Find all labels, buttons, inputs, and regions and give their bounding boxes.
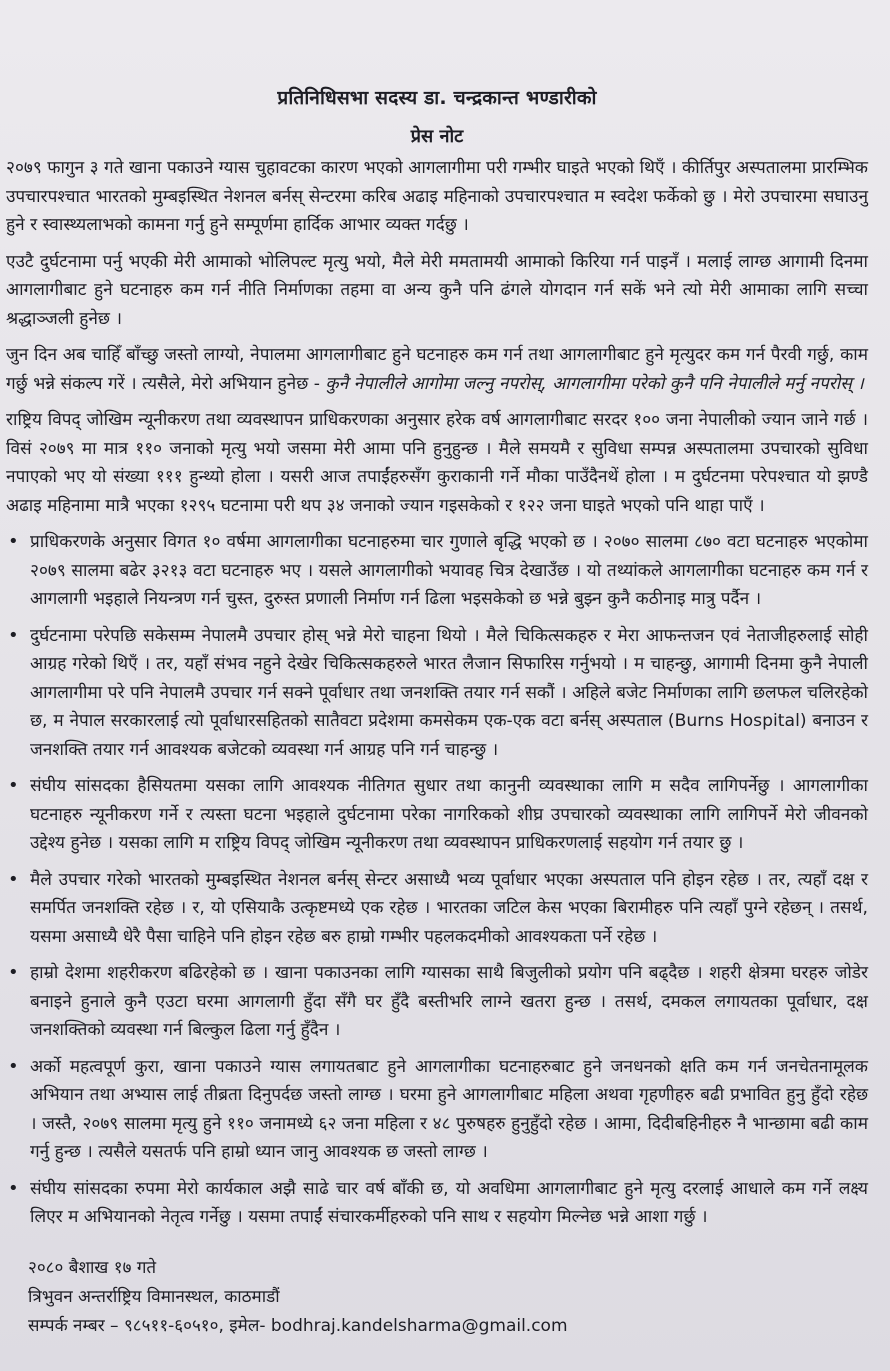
bullet-item xyxy=(6,1175,868,1232)
bullet-icon: • xyxy=(8,1055,19,1077)
bullet-text: संघीय सांसदका रुपमा मेरो कार्यकाल अझै साढे चार वर्ष बाँकी छ, यो अवधिमा आगलागीबाट हुने मृत्यु दरलाई आधाले कम गर्ने लक्ष्य लिएर म अभियानको नेतृत्व गर्नेछु । यसमा तपाईं संचारकर्मीहरुको पनि साथ र सहयोग मिल्नेछ भन्ने आशा गर्छु । xyxy=(30,1178,868,1227)
bullet-text: दुर्घटनामा परेपछि सकेसम्म नेपालमै उपचार होस् भन्ने मेरो चाहना थियो । मैले चिकित्सकहरु र मेरा आफन्तजन एवं नेताजीहरुलाई सोही आग्रह गरेको थिएँ । तर, यहाँ संभव नहुने देखेर चिकित्सकहरुले भारत लैजान सिफारिस गर्नुभयो । म चाहन्छु, आगामी दिनमा कुनै नेपाली आगलागीमा परे पनि नेपालमै उपचार गर्न सक्ने पूर्वाधार तथा जनशक्ति तयार गर्न सकौं । अहिले बजेट निर्माणका लागि छलफल चलिरहेको छ, म नेपाल सरकारलाई त्यो पूर्वाधारसहितको सातैवटा प्रदेशमा कमसेकम एक-एक वटा बर्नस् अस्पताल (Burns Hospital) बनाउन र जनशक्ति तयार गर्न आवश्यक बजेटको व्यवस्था गर्न आग्रह पनि गर्न चाहन्छु । xyxy=(30,625,868,760)
bullet-item xyxy=(6,866,868,952)
document-subtitle: प्रेस नोट xyxy=(410,126,464,147)
bullet-icon: • xyxy=(8,775,19,796)
bullet-item xyxy=(6,622,868,765)
bullet-item xyxy=(6,772,868,858)
bullet-item xyxy=(6,528,868,614)
bullet-text: अर्को महत्वपूर्ण कुरा, खाना पकाउने ग्यास लगायतबाट हुने आगलागीका घटनाहरुबाट हुने जनधनको क्षति कम गर्न जनचेतनामूलक अभियान तथा अभ्यास लाई तीब्रता दिनुपर्दछ जस्तो लाग्छ । घरमा हुने आगलागीबाट महिला अथवा गृहणीहरु बढी प्रभावित हुनु हुँदो रहेछ । जस्तै, २०७९ सालमा मृत्यु हुने ११० जनामध्ये ६२ जना महिला र ४८ पुरुषहरु हुनुहुँदो रहेछ । आमा, दिदीबहिनीहरु नै भान्छामा बढी काम गर्नु हुन्छ । त्यसैले यसतर्फ पनि हाम्रो ध्यान जानु आवश्यक छ जस्तो लाग्छ । xyxy=(30,1056,868,1162)
paragraph-4: राष्ट्रिय विपद् जोखिम न्यूनीकरण तथा व्यवस्थापन प्राधिकरणका अनुसार हरेक वर्ष आगलागीबाट सरदर १०० जना नेपालीको ज्यान जाने गर्छ । विसं २०७९ मा मात्र ११० जनाको मृत्यु भयो जसमा मेरी आमा पनि हुनुहुन्छ । मैले समयमै र सुविधा सम्पन्न अस्पतालमा उपचारको सुविधा नपाएको भए यो संख्या १११ हुन्थ्यो होला । यसरी आज तपाईंहरुसँग कुराकानी गर्ने मौका पाउँदैनथें होला । म दुर्घटनमा परेपश्चात यो झण्डै अढाइ महिनामा मात्रै भएका १२९५ घटनामा परी थप ३४ जनाको ज्यान गइसकेको र १२२ जना घाइते भएको पनि थाहा पाएँ । xyxy=(6,410,868,516)
footer-place: त्रिभुवन अन्तर्राष्ट्रिय विमानस्थल, काठमाडौं xyxy=(28,1286,280,1307)
bullet-icon: • xyxy=(8,531,19,552)
footer-contact: सम्पर्क नम्बर – ९८५११-६०५१०, इमेल- bodhraj.kandelsharma@gmail.com xyxy=(28,1315,568,1336)
footer-date: २०८० बैशाख १७ गते xyxy=(28,1257,157,1278)
footer xyxy=(6,1254,868,1341)
bullet-text: हाम्रो देशमा शहरीकरण बढिरहेको छ । खाना पकाउनका लागि ग्यासका साथै बिजुलीको प्रयोग पनि बढ्दैछ । शहरी क्षेत्रमा घरहरु जोडेर बनाइने हुनाले कुनै एउटा घरमा आगलागी हुँदा सँगै घर हुँदै बस्तीभरि लाग्ने खतरा हुन्छ । तसर्थ, दमकल लगायतका पूर्वाधार, दक्ष जनशक्तिको व्यवस्था गर्न बिल्कुल ढिला गर्नु हुँदैन । xyxy=(30,963,868,1040)
bullet-list xyxy=(6,528,868,1232)
paragraph-3-text: जुन दिन अब चाहिँ बाँच्छु जस्तो लाग्यो, नेपालमा आगलागीबाट हुने घटनाहरु कम गर्न तथा आगलागीबाट हुने मृत्युदर कम गर्न पैरवी गर्छु, काम गर्छु भन्ने संकल्प गरें । त्यसैले, मेरो अभियान हुनेछ - xyxy=(6,345,868,394)
bullet-item xyxy=(6,959,868,1045)
bullet-text: संघीय सांसदका हैसियतमा यसका लागि आवश्यक नीतिगत सुधार तथा कानुनी व्यवस्थाका लागि म सदैव लागिपर्नेछु । आगलागीका घटनाहरु न्यूनीकरण गर्ने र त्यस्ता घटना भइहाले दुर्घटनामा परेका नागरिकको शीघ्र उपचारको व्यवस्थाका लागि लागिपर्ने मेरो जीवनको उद्देश्य हुनेछ । यसका लागि म राष्ट्रिय विपद् जोखिम न्यूनीकरण तथा व्यवस्थापन प्राधिकरणलाई सहयोग गर्न तयार छु । xyxy=(30,776,868,853)
bullet-text: प्राधिकरणके अनुसार विगत १० वर्षमा आगलागीका घटनाहरुमा चार गुणाले बृद्धि भएको छ । २०७० सालमा ८७० वटा घटनाहरु भएकोमा २०७९ सालमा बढेर ३२१३ वटा घटनाहरु भए । यसले आगलागीको भयावह चित्र देखाउँछ । यो तथ्यांकले आगलागीका घटनाहरु कम गर्न र आगलागी भइहाले नियन्त्रण गर्न चुस्त, दुरुस्त प्रणाली निर्माण गर्न ढिला भइसकेको छ भन्ने बुझ्न कुनै कठीनाइ मात्रु पर्दैन । xyxy=(30,532,868,609)
bullet-text: मैले उपचार गरेको भारतको मुम्बइस्थित नेशनल बर्नस् सेन्टर असाध्यै भव्य पूर्वाधार भएका अस्पताल पनि होइन रहेछ । तर, त्यहाँ दक्ष र समर्पित जनशक्ति रहेछ । र, यो एसियाकै उत्कृष्टमध्ये एक रहेछ । भारतका जटिल केस भएका बिरामीहरु पनि त्यहाँ पुग्ने रहेछन् । तसर्थ, यसमा असाध्यै धेरै पैसा चाहिने पनि होइन रहेछ बरु हाम्रो गम्भीर पहलकदमीको आवश्यकता पर्ने रहेछ । xyxy=(30,869,868,947)
paragraph-3 xyxy=(6,341,868,398)
bullet-icon: • xyxy=(8,1177,19,1199)
paragraph-1: २०७९ फागुन ३ गते खाना पकाउने ग्यास चुहावटका कारण भएको आगलागीमा परी गम्भीर घाइते भएको थिएँ । कीर्तिपुर अस्पतालमा प्रारम्भिक उपचारपश्चात भारतको मुम्बइस्थित नेशनल बर्नस् सेन्टरमा करिब अढाइ महिनाको उपचारपश्चात म स्वदेश फर्केको छु । मेरो उपचारमा सघाउनु हुने र स्वास्थ्यलाभको कामना गर्नु हुने सम्पूर्णमा हार्दिक आभार व्यक्त गर्दछु । xyxy=(6,158,868,235)
bullet-icon: • xyxy=(8,962,19,983)
campaign-slogan: कुनै नेपालीले आगोमा जल्नु नपरोस्, आगलागीमा परेको कुनै पनि नेपालीले मर्नु नपरोस् । xyxy=(325,373,864,394)
document-title: प्रतिनिधिसभा सदस्य डा. चन्द्रकान्त भण्डारीको xyxy=(277,87,597,109)
paragraph-2: एउटै दुर्घटनामा पर्नु भएकी मेरी आमाको भोलिपल्ट मृत्यु भयो, मैले मेरी ममतामयी आमाको किरिया गर्न पाइनँ । मलाई लाग्छ आगामी दिनमा आगलागीबाट हुने घटनाहरु कम गर्न नीति निर्माणका तहमा वा अन्य कुनै पनि ढंगले योगदान गर्न सकें भने त्यो मेरी आमाका लागि सच्चा श्रद्धाञ्जली हुनेछ । xyxy=(6,251,868,329)
bullet-icon: • xyxy=(8,868,19,890)
bullet-icon: • xyxy=(8,624,19,646)
bullet-item xyxy=(6,1053,868,1167)
